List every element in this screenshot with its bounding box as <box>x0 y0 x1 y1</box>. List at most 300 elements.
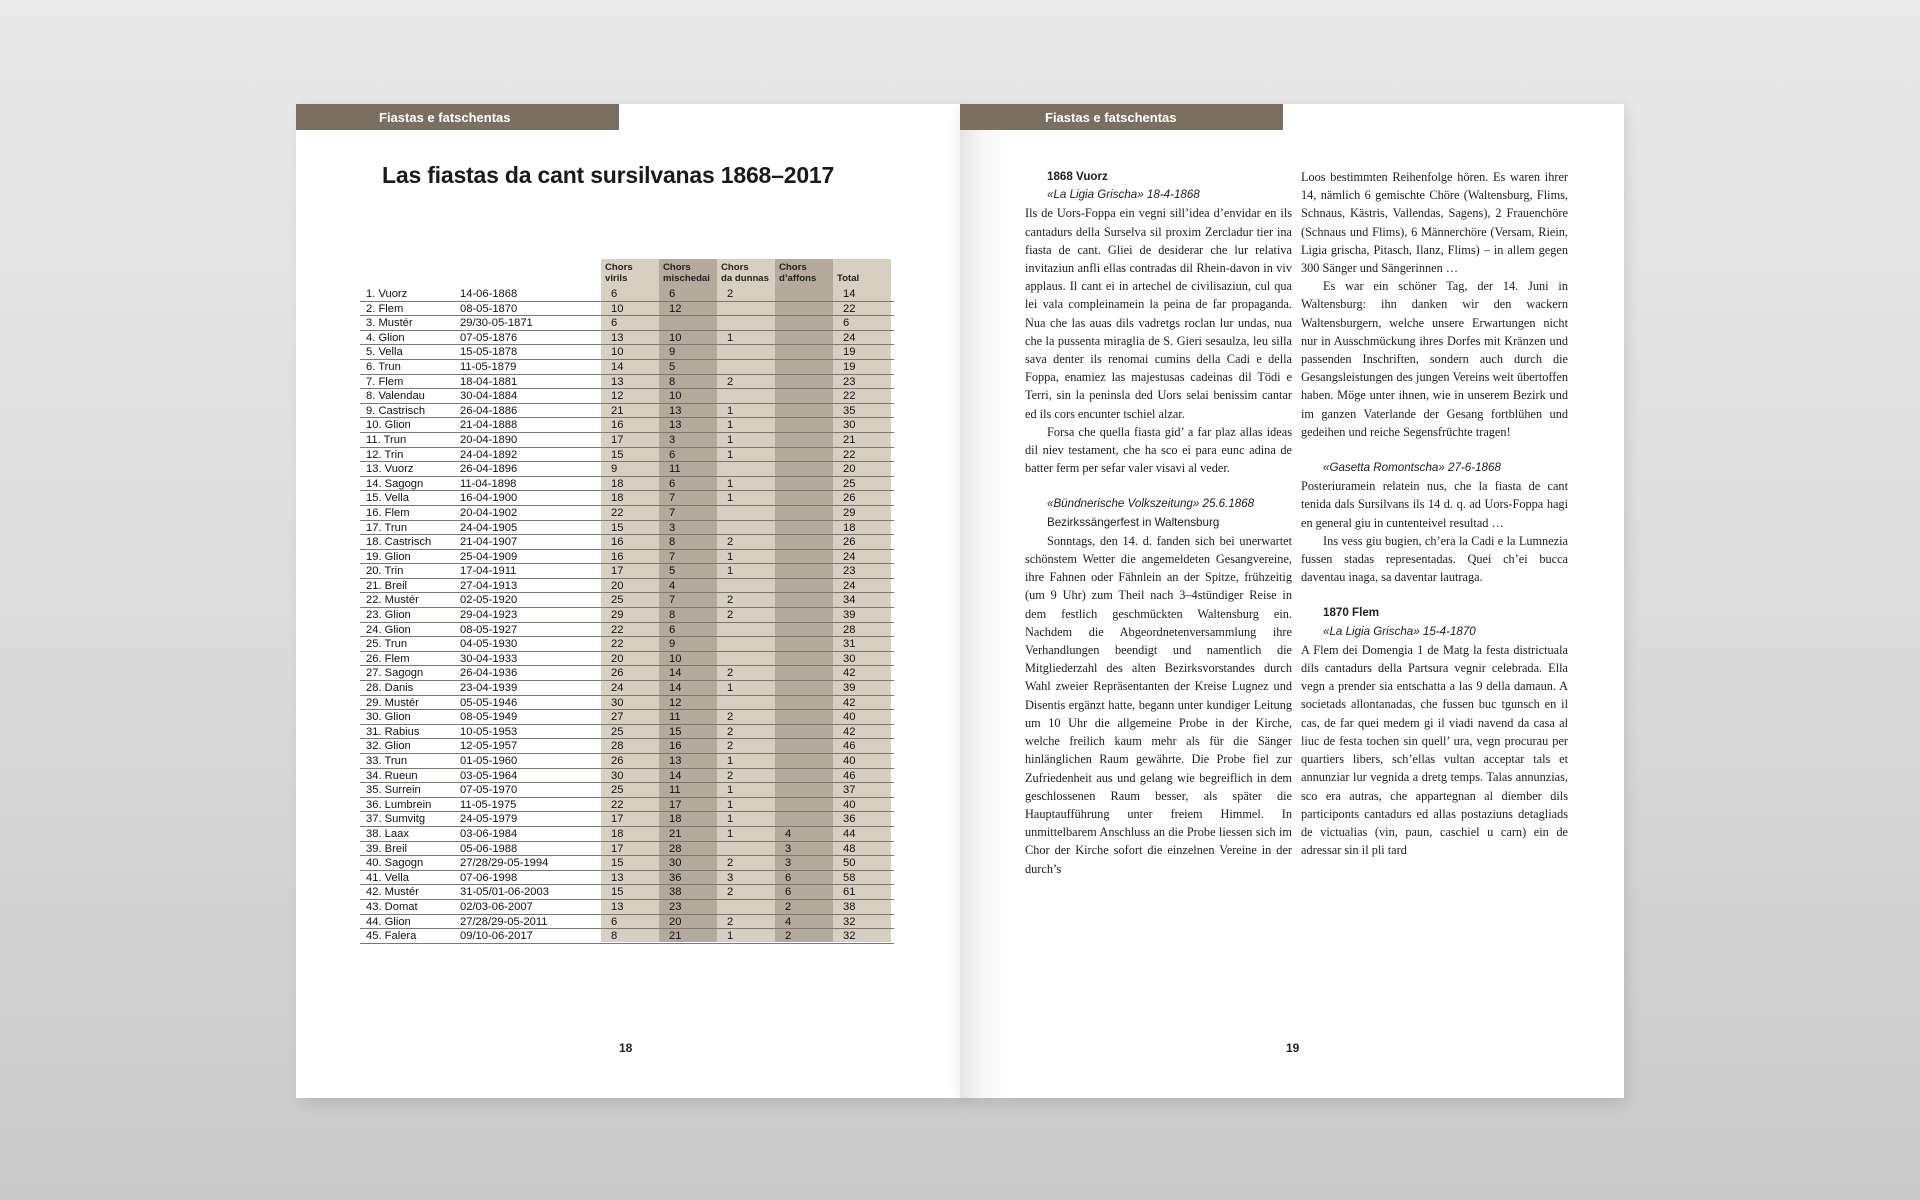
date-cell: 11-05-1879 <box>460 360 517 373</box>
date-cell: 24-05-1979 <box>460 813 518 826</box>
mischedai-cell: 6 <box>669 288 676 300</box>
mischedai-cell: 14 <box>669 769 682 782</box>
table-row <box>360 579 894 594</box>
text-column-right <box>1301 168 1568 859</box>
dunnas-cell: 1 <box>727 448 734 461</box>
virils-cell: 21 <box>611 404 624 417</box>
virils-cell: 26 <box>611 667 624 680</box>
place-cell: 6. Trun <box>366 360 401 373</box>
date-cell: 26-04-1886 <box>460 404 518 417</box>
virils-cell: 25 <box>611 594 624 607</box>
dunnas-cell: 2 <box>727 857 734 870</box>
date-cell: 21-04-1907 <box>460 536 518 549</box>
place-cell: 21. Breil <box>366 579 408 592</box>
dunnas-cell: 1 <box>727 827 734 840</box>
table-row <box>360 666 894 681</box>
place-cell: 26. Flem <box>366 652 410 665</box>
virils-cell: 15 <box>611 857 624 870</box>
mischedai-cell: 28 <box>669 842 682 855</box>
total-cell: 42 <box>843 696 856 709</box>
date-cell: 30-04-1884 <box>460 390 518 403</box>
mischedai-cell: 11 <box>669 784 681 797</box>
table-header <box>360 259 894 287</box>
total-cell: 24 <box>843 550 856 563</box>
dunnas-cell: 1 <box>727 477 734 490</box>
place-cell: 32. Glion <box>366 740 411 753</box>
total-cell: 46 <box>843 769 856 782</box>
virils-cell: 16 <box>611 536 624 549</box>
place-cell: 36. Lumbrein <box>366 798 432 811</box>
virils-cell: 30 <box>611 696 624 709</box>
body-paragraph: Ils de Uors-Foppa ein vegni sill’idea d’envidar en ils cantadurs della Surselva sil proxim Zercladur tier ina fiasta de cant. Gliei de desiderar che lur relativa invitaziun anfli ellas contradas dil Rhein-davon in viv applaus. Il cant ei in artechel de civilisaziun, cul qua lei vala compleinamein la peina de far propaganda. Nua che las auas dils vadretgs roclan lur undas, nua che la pussenta miraglia de S. Gieri sesaulza, leu silla sava denter ils renomai cumins della Cadi e della Foppa, enamiez las majestusas cadeinas dil Tödi e Terri, sin la peninsla ded Uors selai benissim cantar ed ils cors encunter tschiel alzar. <box>1025 206 1292 421</box>
mischedai-cell: 7 <box>669 492 676 505</box>
mischedai-cell: 9 <box>669 346 676 359</box>
total-cell: 40 <box>843 711 856 724</box>
mischedai-cell: 10 <box>669 331 682 344</box>
date-cell: 27-04-1913 <box>460 579 518 592</box>
header-total: Total <box>837 273 860 284</box>
place-cell: 23. Glion <box>366 609 411 622</box>
dunnas-cell: 1 <box>727 492 734 505</box>
mischedai-cell: 3 <box>669 433 676 446</box>
place-cell: 9. Castrisch <box>366 404 426 417</box>
page-title: Las fiastas da cant sursilvanas 1868–2017 <box>382 162 835 188</box>
virils-cell: 17 <box>611 842 624 855</box>
place-cell: 15. Vella <box>366 492 409 505</box>
date-cell: 24-04-1905 <box>460 521 518 534</box>
date-cell: 08-05-1927 <box>460 623 518 636</box>
total-cell: 46 <box>843 740 856 753</box>
mischedai-cell: 7 <box>669 594 676 607</box>
date-cell: 03-05-1964 <box>460 769 518 782</box>
place-cell: 28. Danis <box>366 682 414 695</box>
mischedai-cell: 13 <box>669 755 682 767</box>
affons-cell: 4 <box>785 827 792 840</box>
date-cell: 16-04-1900 <box>460 492 518 505</box>
dunnas-cell: 1 <box>727 550 734 563</box>
affons-cell: 2 <box>785 900 792 913</box>
place-cell: 38. Laax <box>366 827 409 840</box>
total-cell: 35 <box>843 404 856 417</box>
table-row <box>360 871 894 886</box>
total-cell: 30 <box>843 652 856 665</box>
date-cell: 05-06-1988 <box>460 842 518 855</box>
place-cell: 12. Trin <box>366 448 404 461</box>
total-cell: 40 <box>843 798 856 811</box>
virils-cell: 17 <box>611 813 624 826</box>
mischedai-cell: 10 <box>669 390 682 403</box>
table-row <box>360 491 894 506</box>
place-cell: 30. Glion <box>366 711 411 724</box>
virils-cell: 16 <box>611 550 624 563</box>
total-cell: 19 <box>843 346 856 359</box>
date-cell: 21-04-1888 <box>460 419 518 432</box>
total-cell: 44 <box>843 827 856 840</box>
table-row <box>360 462 894 477</box>
date-cell: 08-05-1949 <box>460 711 518 724</box>
header-chors-dunnas: Chors da dunnas <box>721 262 769 284</box>
date-cell: 05-05-1946 <box>460 696 518 709</box>
dunnas-cell: 2 <box>727 667 734 680</box>
virils-cell: 22 <box>611 638 624 651</box>
place-cell: 40. Sagogn <box>366 857 424 870</box>
affons-cell: 4 <box>785 915 792 928</box>
date-cell: 04-05-1930 <box>460 638 518 651</box>
total-cell: 42 <box>843 667 856 680</box>
table-row <box>360 856 894 871</box>
table-row <box>360 404 894 419</box>
date-cell: 31-05/01-06-2003 <box>460 886 549 899</box>
total-cell: 28 <box>843 623 856 636</box>
total-cell: 42 <box>843 725 856 738</box>
body-paragraph: Sonntags, den 14. d. fanden sich bei unerwartet schönstem Wetter die angemeldeten Gesangvereine, ihre Fahnen oder Fähnlein an der Spitze, frühzeitig (um 9 Uhr) zum Theil nach 3–4stündiger Reise in dem festlich geschmückten Waltensburg ein. Nachdem die Abgeordnetenversammlung ihre Verhandlungen beendigt und namentlich die Mitgliederzahl des alten Bezirksvorstandes durch Wahl zweier Repräsentanten der Kreise Lugnez und Disentis ergänzt hatte, begann unter kundiger Leitung um 10 Uhr die allgemeine Probe in der Kirche, welche freilich kaum mehr als für die Sänger hinlänglichen Raum gewährte. Die Probe fiel zur Zufriedenheit aus und gelang wie begreiflich in dem geschlossenen Raum besser, als später die Hauptaufführung unter freiem Himmel. In unmittelbarem Anschluss an die Probe liessen sich im Chor der Kirche sofort die einzelnen Vereine in der durch’s <box>1025 533 1292 876</box>
dunnas-cell: 1 <box>727 404 734 417</box>
page-number: 19 <box>1286 1041 1300 1055</box>
virils-cell: 16 <box>611 419 624 432</box>
virils-cell: 22 <box>611 623 624 636</box>
table-row <box>360 345 894 360</box>
virils-cell: 15 <box>611 886 624 899</box>
affons-cell: 6 <box>785 886 792 899</box>
total-cell: 50 <box>843 857 856 870</box>
table-row <box>360 754 894 769</box>
total-cell: 22 <box>843 448 856 461</box>
virils-cell: 13 <box>611 331 624 344</box>
table-row <box>360 389 894 404</box>
dunnas-cell: 2 <box>727 288 734 300</box>
mischedai-cell: 30 <box>669 857 682 870</box>
header-chors-mischedai: Chors mischedai <box>663 262 710 284</box>
total-cell: 31 <box>843 638 856 651</box>
dunnas-cell: 2 <box>727 915 734 928</box>
mischedai-cell: 21 <box>669 827 682 840</box>
date-cell: 14-06-1868 <box>460 288 518 300</box>
total-cell: 20 <box>843 463 856 476</box>
source-citation: «La Ligia Grischa» 18-4-1868 <box>1047 188 1200 202</box>
mischedai-cell: 12 <box>669 696 682 709</box>
mischedai-cell: 17 <box>669 798 682 811</box>
place-cell: 41. Vella <box>366 871 409 884</box>
place-cell: 31. Rabius <box>366 725 420 738</box>
date-cell: 02-05-1920 <box>460 594 518 607</box>
place-cell: 5. Vella <box>366 346 403 359</box>
place-cell: 8. Valendau <box>366 390 425 403</box>
virils-cell: 13 <box>611 900 624 913</box>
place-cell: 14. Sagogn <box>366 477 424 490</box>
total-cell: 23 <box>843 375 856 388</box>
date-cell: 12-05-1957 <box>460 740 518 753</box>
place-cell: 16. Flem <box>366 506 410 519</box>
table-row <box>360 812 894 827</box>
date-cell: 11-05-1975 <box>460 798 517 811</box>
place-cell: 22. Mustér <box>366 594 419 607</box>
mischedai-cell: 16 <box>669 740 682 753</box>
table-row <box>360 783 894 798</box>
virils-cell: 13 <box>611 871 624 884</box>
virils-cell: 25 <box>611 784 624 797</box>
running-header: Fiastas e fatschentas <box>960 104 1283 130</box>
dunnas-cell: 2 <box>727 886 734 899</box>
date-cell: 20-04-1902 <box>460 506 518 519</box>
mischedai-cell: 15 <box>669 725 682 738</box>
place-cell: 44. Glion <box>366 915 411 928</box>
table-row <box>360 710 894 725</box>
virils-cell: 14 <box>611 360 624 373</box>
date-cell: 30-04-1933 <box>460 652 518 665</box>
date-cell: 01-05-1960 <box>460 755 518 767</box>
virils-cell: 25 <box>611 725 624 738</box>
total-cell: 21 <box>843 433 856 446</box>
mischedai-cell: 8 <box>669 609 676 622</box>
total-cell: 6 <box>843 317 850 330</box>
place-cell: 17. Trun <box>366 521 408 534</box>
section-heading: 1870 Flem <box>1323 606 1380 620</box>
place-cell: 10. Glion <box>366 419 411 432</box>
total-cell: 58 <box>843 871 856 884</box>
place-cell: 13. Vuorz <box>366 463 414 476</box>
date-cell: 11-04-1898 <box>460 477 517 490</box>
place-cell: 25. Trun <box>366 638 408 651</box>
date-cell: 10-05-1953 <box>460 725 518 738</box>
body-paragraph: Es war ein schöner Tag, der 14. Juni in Waltensburg: ihn danken wir den wackern Waltensburgern, welche unsere Erwartungen nicht nur in Ausschmückung ihres Dorfes mit Kränzen und passenden Inschriften, sondern auch durch die Gesangsleistungen des jungen Vereins weit übertoffen haben. Möge unter ihnen, wie in unserem Bezirk und im ganzen Vaterlande der Gesang fortblühen und gedeihen und reiche Segensfrüchte tragen! <box>1301 279 1568 439</box>
mischedai-cell: 10 <box>669 652 682 665</box>
date-cell: 20-04-1890 <box>460 433 518 446</box>
total-cell: 18 <box>843 521 856 534</box>
place-cell: 19. Glion <box>366 550 411 563</box>
date-cell: 17-04-1911 <box>460 565 517 578</box>
dunnas-cell: 2 <box>727 769 734 782</box>
header-chors-virils: Chors virils <box>605 262 633 284</box>
source-citation: «Gasetta Romontscha» 27-6-1868 <box>1323 461 1501 475</box>
date-cell: 18-04-1881 <box>460 375 518 388</box>
place-cell: 35. Surrein <box>366 784 421 797</box>
virils-cell: 18 <box>611 492 624 505</box>
total-cell: 29 <box>843 506 856 519</box>
date-cell: 25-04-1909 <box>460 550 518 563</box>
running-header: Fiastas e fatschentas <box>296 104 619 130</box>
place-cell: 24. Glion <box>366 623 411 636</box>
place-cell: 4. Glion <box>366 331 405 344</box>
virils-cell: 10 <box>611 346 624 359</box>
table-row <box>360 696 894 711</box>
body-paragraph: Ins vess giu bugien, ch’era la Cadi e la Lumnezia fussen stadas representadas. Quei ch’ei bucca daventau inaga, sa daventar lautraga. <box>1301 533 1568 585</box>
total-cell: 32 <box>843 930 856 943</box>
total-cell: 40 <box>843 755 856 767</box>
table-row <box>360 798 894 813</box>
date-cell: 27/28/29-05-1994 <box>460 857 549 870</box>
date-cell: 26-04-1896 <box>460 463 518 476</box>
place-cell: 37. Sumvitg <box>366 813 426 826</box>
table-row <box>360 550 894 565</box>
total-cell: 25 <box>843 477 856 490</box>
table-row <box>360 842 894 857</box>
total-cell: 37 <box>843 784 856 797</box>
place-cell: 3. Mustér <box>366 317 413 330</box>
mischedai-cell: 7 <box>669 506 676 519</box>
text-column-left <box>1025 168 1292 878</box>
table-row <box>360 900 894 915</box>
date-cell: 03-06-1984 <box>460 827 518 840</box>
date-cell: 29-04-1923 <box>460 609 518 622</box>
table-row <box>360 564 894 579</box>
total-cell: 38 <box>843 900 856 913</box>
total-cell: 39 <box>843 609 856 622</box>
section-heading: 1868 Vuorz <box>1047 170 1108 183</box>
virils-cell: 12 <box>611 390 624 403</box>
virils-cell: 6 <box>611 317 618 330</box>
place-cell: 33. Trun <box>366 755 408 767</box>
mischedai-cell: 3 <box>669 521 676 534</box>
virils-cell: 18 <box>611 827 624 840</box>
mischedai-cell: 11 <box>669 463 681 476</box>
virils-cell: 22 <box>611 506 624 519</box>
mischedai-cell: 11 <box>669 711 681 724</box>
mischedai-cell: 6 <box>669 477 676 490</box>
virils-cell: 20 <box>611 579 624 592</box>
mischedai-cell: 14 <box>669 667 682 680</box>
virils-cell: 29 <box>611 609 624 622</box>
virils-cell: 20 <box>611 652 624 665</box>
article-subtitle: Bezirkssängerfest in Waltensburg <box>1047 515 1220 529</box>
source-citation: «Bündnerische Volkszeitung» 25.6.1868 <box>1047 497 1255 511</box>
place-cell: 7. Flem <box>366 375 404 388</box>
table-row <box>360 681 894 696</box>
table-row <box>360 929 894 944</box>
virils-cell: 27 <box>611 711 624 724</box>
table-row <box>360 418 894 433</box>
place-cell: 39. Breil <box>366 842 408 855</box>
table-row <box>360 623 894 638</box>
total-cell: 26 <box>843 492 856 505</box>
dunnas-cell: 2 <box>727 594 734 607</box>
dunnas-cell: 1 <box>727 433 734 446</box>
virils-cell: 26 <box>611 755 624 767</box>
total-cell: 24 <box>843 331 856 344</box>
date-cell: 23-04-1939 <box>460 682 518 695</box>
table-row <box>360 637 894 652</box>
place-cell: 11. Trun <box>366 433 407 446</box>
virils-cell: 24 <box>611 682 624 695</box>
place-cell: 1. Vuorz <box>366 288 408 300</box>
table-row <box>360 331 894 346</box>
table-row <box>360 448 894 463</box>
table-row <box>360 287 894 302</box>
virils-cell: 17 <box>611 565 624 578</box>
mischedai-cell: 13 <box>669 419 682 432</box>
virils-cell: 22 <box>611 798 624 811</box>
table-row <box>360 375 894 390</box>
virils-cell: 15 <box>611 448 624 461</box>
virils-cell: 9 <box>611 463 618 476</box>
mischedai-cell: 21 <box>669 930 682 943</box>
left-page <box>296 104 960 1098</box>
place-cell: 20. Trin <box>366 565 404 578</box>
mischedai-cell: 7 <box>669 550 676 563</box>
table-row <box>360 739 894 754</box>
date-cell: 26-04-1936 <box>460 667 518 680</box>
table-row <box>360 608 894 623</box>
total-cell: 30 <box>843 419 856 432</box>
source-citation: «La Ligia Grischa» 15-4-1870 <box>1323 624 1476 638</box>
total-cell: 61 <box>843 886 856 899</box>
dunnas-cell: 2 <box>727 725 734 738</box>
dunnas-cell: 2 <box>727 740 734 753</box>
mischedai-cell: 18 <box>669 813 682 826</box>
right-page <box>960 104 1624 1098</box>
virils-cell: 8 <box>611 930 618 943</box>
total-cell: 36 <box>843 813 856 826</box>
mischedai-cell: 6 <box>669 623 676 636</box>
date-cell: 07-06-1998 <box>460 871 518 884</box>
mischedai-cell: 36 <box>669 871 682 884</box>
body-paragraph: A Flem dei Domengia 1 de Matg la festa districtuala dils cantadurs della Partsura vegnir celebrada. Ella vegn a prender sia entschatta a las 9 della damaun. A societads allontanadas, che fussen buc tgunsch en il cas, de far quei medem gi il viadi navend da casa al liuc de festa tochen sin quell’ ura, vegn procurau per quartiers libers, sch’ellas vultan acceptar tals et annunziar lur vegnida a dretg temps. Talas annunzias, sco era autras, che appartegnan al diember dils participonts cantadurs ed allas postaziuns detagliads de victualias (vin, paun, caschiel u carn) ein de adressar sin il pli tard <box>1301 642 1568 858</box>
page-number: 18 <box>619 1041 633 1055</box>
virils-cell: 13 <box>611 375 624 388</box>
mischedai-cell: 4 <box>669 579 676 592</box>
table-row <box>360 769 894 784</box>
total-cell: 19 <box>843 360 856 373</box>
date-cell: 15-05-1878 <box>460 346 518 359</box>
affons-cell: 3 <box>785 857 792 870</box>
table-row <box>360 593 894 608</box>
virils-cell: 15 <box>611 521 624 534</box>
mischedai-cell: 20 <box>669 915 682 928</box>
body-paragraph: Posteriuramein relatein nus, che la fiasta de cant tenida dals Sursilvans ils 14 d. q. ad Uors-Foppa hagi en general giu in cuntenteivel resultad … <box>1301 479 1568 530</box>
total-cell: 26 <box>843 536 856 549</box>
dunnas-cell: 1 <box>727 755 734 767</box>
affons-cell: 3 <box>785 842 792 855</box>
date-cell: 02/03-06-2007 <box>460 900 533 913</box>
virils-cell: 18 <box>611 477 624 490</box>
table-row <box>360 506 894 521</box>
mischedai-cell: 6 <box>669 448 676 461</box>
total-cell: 23 <box>843 565 856 578</box>
dunnas-cell: 2 <box>727 609 734 622</box>
dunnas-cell: 1 <box>727 419 734 432</box>
dunnas-cell: 1 <box>727 682 734 695</box>
total-cell: 24 <box>843 579 856 592</box>
total-cell: 39 <box>843 682 856 695</box>
table-row <box>360 360 894 375</box>
table-row <box>360 433 894 448</box>
dunnas-cell: 3 <box>727 871 734 884</box>
virils-cell: 6 <box>611 288 618 300</box>
table-row <box>360 521 894 536</box>
mischedai-cell: 8 <box>669 375 676 388</box>
affons-cell: 6 <box>785 871 792 884</box>
virils-cell: 6 <box>611 915 618 928</box>
mischedai-cell: 5 <box>669 360 676 373</box>
place-cell: 27. Sagogn <box>366 667 424 680</box>
mischedai-cell: 38 <box>669 886 682 899</box>
date-cell: 29/30-05-1871 <box>460 317 533 330</box>
place-cell: 43. Domat <box>366 900 418 913</box>
mischedai-cell: 9 <box>669 638 676 651</box>
table-row <box>360 725 894 740</box>
total-cell: 14 <box>843 288 856 300</box>
mischedai-cell: 14 <box>669 682 682 695</box>
dunnas-cell: 1 <box>727 798 734 811</box>
table-row <box>360 652 894 667</box>
place-cell: 42. Mustér <box>366 886 419 899</box>
total-cell: 22 <box>843 390 856 403</box>
header-chors-affons: Chors d’affons <box>779 262 817 284</box>
virils-cell: 30 <box>611 769 624 782</box>
date-cell: 07-05-1876 <box>460 331 518 344</box>
table-row <box>360 885 894 900</box>
dunnas-cell: 1 <box>727 813 734 826</box>
table-body <box>360 287 894 944</box>
